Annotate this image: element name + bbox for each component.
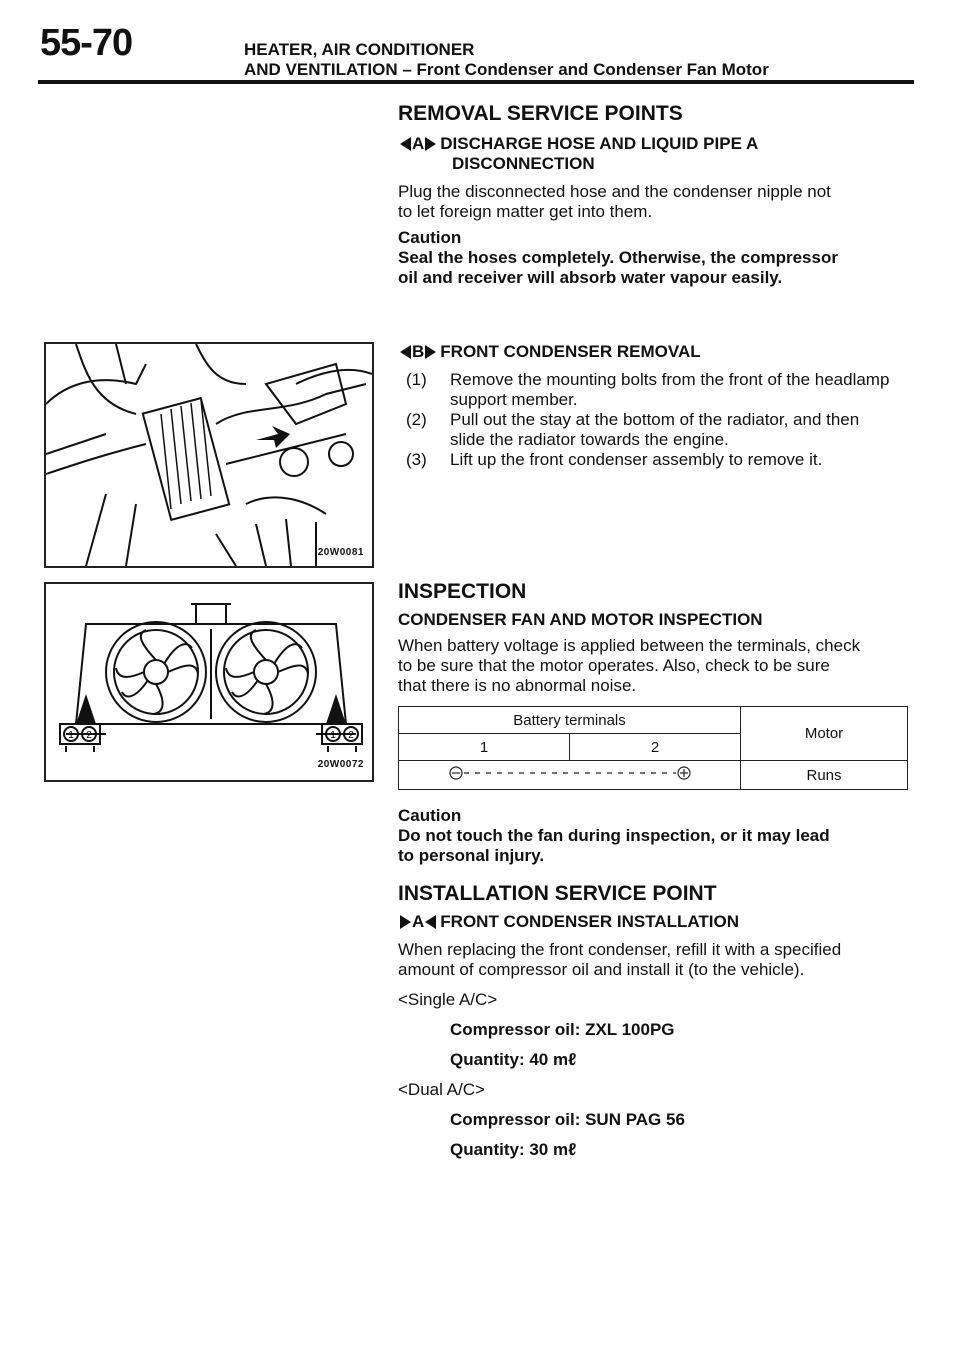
caution-text-2: oil and receiver will absorb water vapour easily.	[398, 268, 783, 287]
single-ac-oil: Compressor oil: ZXL 100PG	[450, 1020, 675, 1039]
figure-condenser-fan	[44, 582, 374, 782]
step-1-num: (1)	[406, 370, 427, 389]
caution-text-1: Seal the hoses completely. Otherwise, the compressor	[398, 248, 838, 267]
table-header-terminal-2: 2	[570, 734, 741, 761]
table-connection-row	[399, 761, 741, 790]
table-header-motor: Motor	[741, 707, 908, 761]
removal-a-text-2: to let foreign matter get into them.	[398, 202, 653, 221]
installation-text-1: When replacing the front condenser, refill it with a specified	[398, 940, 842, 959]
table-header-battery: Battery terminals	[399, 707, 741, 734]
tag-installation-a-icon: A	[400, 912, 436, 932]
step-2-num: (2)	[406, 410, 427, 429]
step-3-text: Lift up the front condenser assembly to remove it.	[450, 450, 823, 469]
section-title-installation: INSTALLATION SERVICE POINT	[398, 882, 717, 905]
figure-code: 20W0081	[317, 547, 364, 558]
dual-ac-oil: Compressor oil: SUN PAG 56	[450, 1110, 685, 1129]
inspection-subtitle: CONDENSER FAN AND MOTOR INSPECTION	[398, 610, 763, 629]
header-line-1: HEATER, AIR CONDITIONER	[244, 40, 475, 59]
inspection-caution-2: to personal injury.	[398, 846, 545, 865]
section-title-inspection: INSPECTION	[398, 580, 527, 603]
single-ac-quantity: Quantity: 40 mℓ	[450, 1050, 577, 1069]
terminal-2-label: 2	[348, 730, 354, 741]
removal-a-text-1: Plug the disconnected hose and the condenser nipple not	[398, 182, 831, 201]
inspection-text-1: When battery voltage is applied between the terminals, check	[398, 636, 861, 655]
installation-subtitle: A FRONT CONDENSER INSTALLATION	[400, 912, 739, 932]
step-1-text-cont: support member.	[450, 390, 578, 409]
condenser-fan-motor-illustration	[46, 584, 372, 780]
terminal-2-label: 2	[86, 730, 92, 741]
caution-label: Caution	[398, 228, 462, 247]
page-number: 55-70	[40, 22, 133, 64]
inspection-text-2: to be sure that the motor operates. Also, check to be sure	[398, 656, 830, 675]
tag-a-icon: A	[400, 134, 436, 154]
section-title-removal: REMOVAL SERVICE POINTS	[398, 102, 683, 125]
subsection-title-a: A DISCHARGE HOSE AND LIQUID PIPE A	[400, 134, 758, 154]
inspection-caution-1: Do not touch the fan during inspection, or it may lead	[398, 826, 830, 845]
condenser-removal-illustration	[46, 344, 372, 566]
single-ac-label: <Single A/C>	[398, 990, 498, 1009]
subsection-title-b: B FRONT CONDENSER REMOVAL	[400, 342, 701, 362]
terminal-table	[398, 706, 908, 790]
dual-ac-label: <Dual A/C>	[398, 1080, 485, 1099]
table-result-runs: Runs	[741, 761, 908, 790]
header-line-2: AND VENTILATION – Front Condenser and Condenser Fan Motor	[244, 60, 769, 79]
installation-text-2: amount of compressor oil and install it (to the vehicle).	[398, 960, 805, 979]
step-1-text: Remove the mounting bolts from the front of the headlamp	[450, 370, 890, 389]
terminal-1-label: 1	[330, 730, 336, 741]
step-3-num: (3)	[406, 450, 427, 469]
header-rule	[38, 80, 914, 84]
figure-code: 20W0072	[317, 759, 364, 770]
inspection-caution-label: Caution	[398, 806, 462, 825]
dual-ac-quantity: Quantity: 30 mℓ	[450, 1140, 577, 1159]
step-2-text-cont: slide the radiator towards the engine.	[450, 430, 729, 449]
step-2-text: Pull out the stay at the bottom of the radiator, and then	[450, 410, 860, 429]
polarity-connection-icon	[400, 761, 740, 785]
subsection-title-a-cont: DISCONNECTION	[452, 154, 595, 173]
terminal-1-label: 1	[68, 730, 74, 741]
figure-condenser-removal	[44, 342, 374, 568]
table-header-terminal-1: 1	[399, 734, 570, 761]
inspection-text-3: that there is no abnormal noise.	[398, 676, 637, 695]
tag-b-icon: B	[400, 342, 436, 362]
